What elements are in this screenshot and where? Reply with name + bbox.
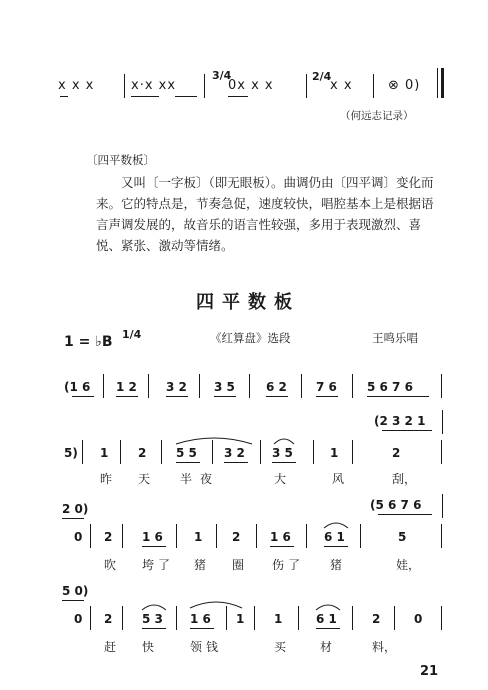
song-singer: 王鸣乐唱 [372,331,418,345]
r2-m5: 3 5 [272,446,293,460]
lyric: 快 [142,640,155,654]
r3-intro: (5 6 7 6 [370,498,422,512]
lyric: 昨 [100,472,113,486]
r4-m7: 2 [372,612,381,626]
slur [314,600,342,612]
r4-m0: 0 [74,612,83,626]
time-signature: 1/4 [122,328,142,341]
slur [322,518,350,530]
r2-intro: (2 3 2 1 [374,414,426,428]
time-sig-3-4: 3/4 [212,69,232,82]
key-signature: 1 = ♭B [64,334,113,350]
lyric: 娃， [396,558,421,572]
lyric: 猪 [194,558,207,572]
lyric: 伤了 [272,558,305,572]
lyric: 半夜 [180,472,221,486]
r4-m3: 1 6 [190,612,211,626]
song-title: 四平数板 [196,292,300,313]
r4-m6: 6 1 [316,612,337,626]
lyric: 天 [138,472,151,486]
r1-m2: 1 2 [116,380,137,394]
r3-m1: 2 [104,530,113,544]
staff-seg-4: x x [330,78,353,93]
credit: （何远志记录） [340,110,414,122]
r2-m3: 5 5 [176,446,197,460]
r3-pre: 2 0) [62,502,89,516]
r2-m2: 2 [138,446,147,460]
slur [272,434,296,446]
r2-m0: 5) [64,446,78,460]
lyric: 赶 [104,640,117,654]
lyric: 吹 [104,558,117,572]
r3-m7: 5 [398,530,407,544]
staff-seg-5: ⊗ 0) [388,78,421,93]
r4-m8: 0 [414,612,423,626]
r4-pre: 5 0) [62,584,89,598]
r3-m4: 2 [232,530,241,544]
lyric: 刮， [392,472,417,486]
time-sig-2-4: 2/4 [312,70,332,83]
r1-m3: 3 2 [166,380,187,394]
r1-m5: 6 2 [266,380,287,394]
staff-seg-3: 0x x x [228,78,274,93]
r1-m1: (1 6 [64,380,91,394]
section-paragraph: 又叫〔一字板〕（即无眼板）。曲调仍由〔四平调〕变化而来。它的特点是，节奏急促，速度较快，唱腔基本上是根据语言声调发展的，故音乐的语言性较强，多用于表现激烈、喜悦、紧张、激动等情绪。 [96,175,434,253]
lyric: 买 [274,640,287,654]
staff-seg-2: x·x xx [131,78,177,93]
r2-m6: 1 [330,446,339,460]
lyric: 大 [274,472,287,486]
r3-m3: 1 [194,530,203,544]
r1-m7: 5 6 7 6 [367,380,413,394]
song-source: 《红算盘》选段 [210,331,291,345]
lyric: 领钱 [190,640,223,654]
slur [174,434,254,446]
r4-m1: 2 [104,612,113,626]
section-label: 〔四平数板〕 [86,153,155,167]
r1-m6: 7 6 [316,380,337,394]
lyric: 料， [372,640,397,654]
r3-m2: 1 6 [142,530,163,544]
lyric: 垮了 [142,558,175,572]
slur [188,598,244,610]
r3-m6: 6 1 [324,530,345,544]
r4-m2: 5 3 [142,612,163,626]
slur [140,600,168,612]
r4-m5: 1 [274,612,283,626]
r4-m4: 1 [236,612,245,626]
lyric: 猪 [330,558,343,572]
r1-m4: 3 5 [214,380,235,394]
r3-m0: 0 [74,530,83,544]
r2-m1: 1 [100,446,109,460]
lyric: 圈 [232,558,245,572]
r2-m7: 2 [392,446,401,460]
lyric: 风 [332,472,345,486]
r3-m5: 1 6 [270,530,291,544]
staff-seg-1: x x x [58,78,95,93]
r2-m4: 3 2 [224,446,245,460]
page-number: 21 [420,664,439,679]
lyric: 材 [320,640,333,654]
